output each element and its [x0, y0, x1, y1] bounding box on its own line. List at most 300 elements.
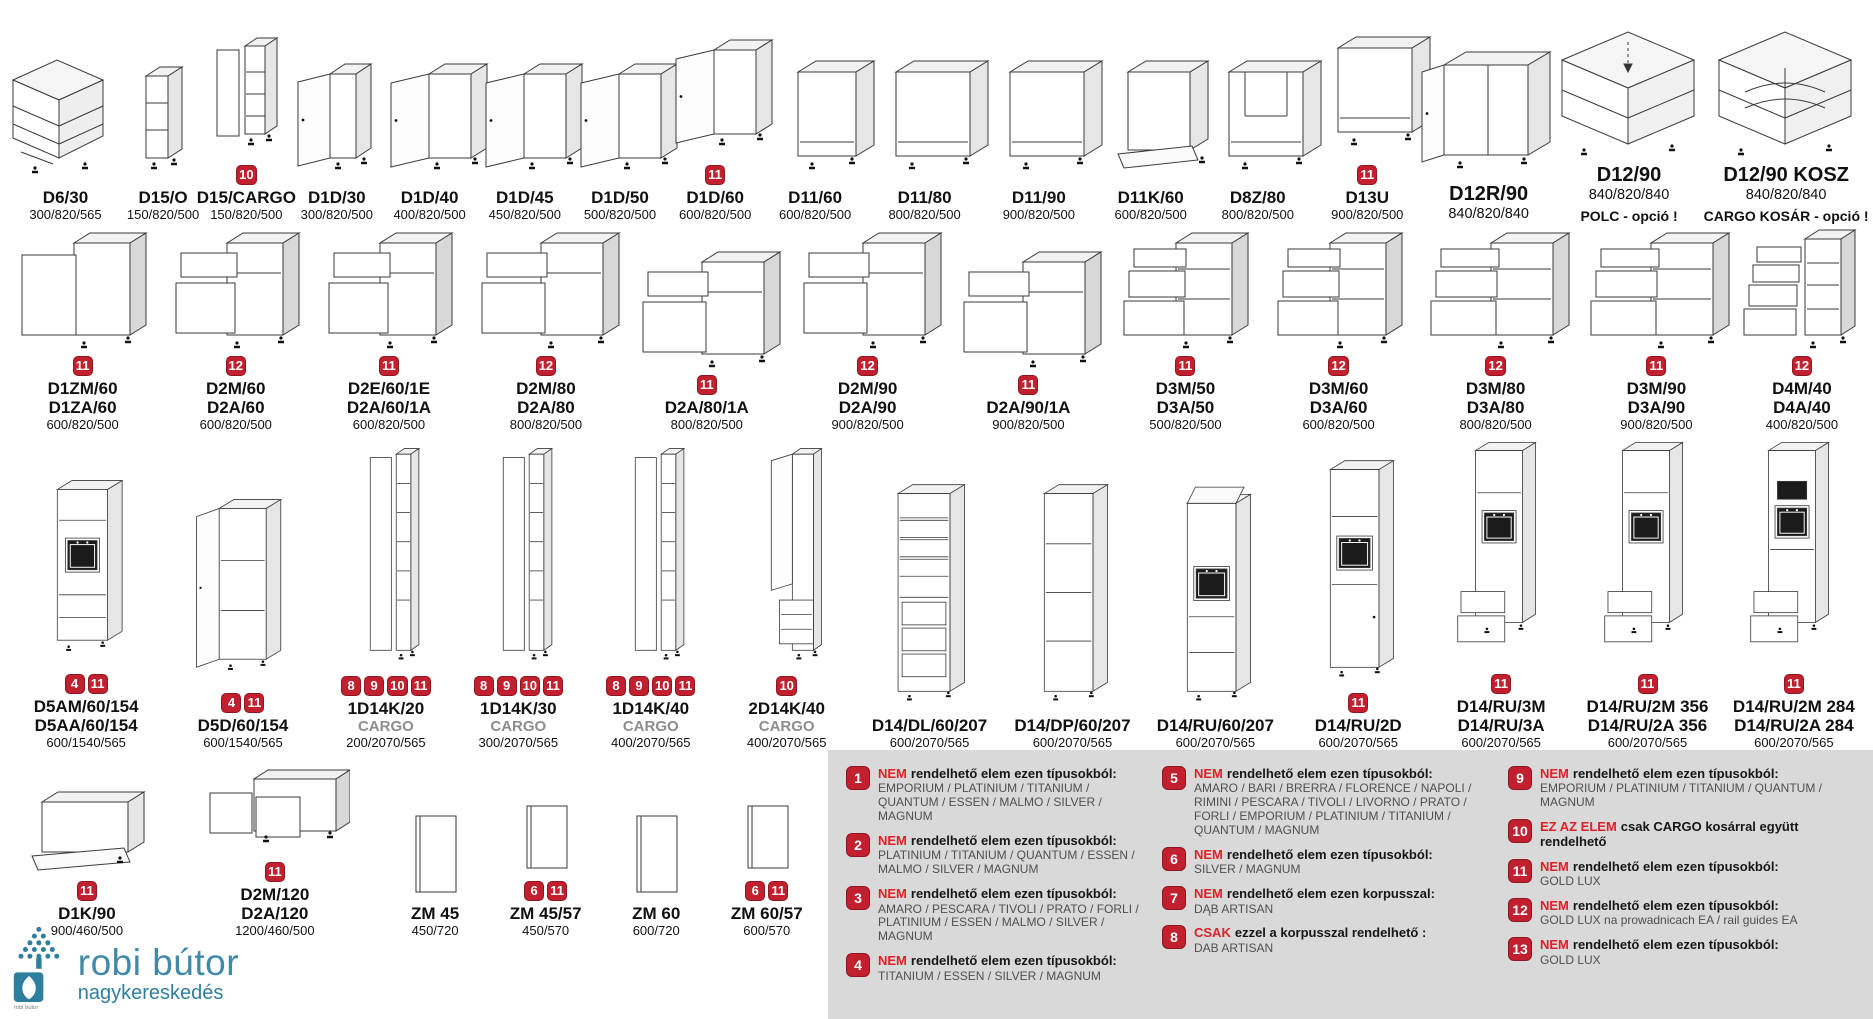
note-badges: [1357, 165, 1377, 185]
note-badges: [745, 881, 788, 901]
dimensions-label: 800/820/500: [1221, 207, 1294, 223]
legend-body: TITANIUM / ESSEN / SILVER / MAGNUM: [878, 968, 1101, 983]
legend-title-rest: rendelhető elem ezen típusokból:: [910, 766, 1117, 781]
model-label: D14/RU/2A 356: [1587, 715, 1708, 735]
product-label: [584, 188, 656, 224]
cabinet-drawing: [1741, 436, 1846, 671]
note-badges: [65, 674, 108, 694]
model-label: D2M/80: [516, 378, 576, 398]
model-sublabel: CARGO: [622, 717, 679, 735]
note-number-badge: 11: [1646, 356, 1666, 376]
legend-body: AMARO / PESCARA / TIVOLI / PRATO / FORLI / PLATINIUM / ESSEN / MALMO / SILVER / MAGNUM: [878, 901, 1139, 944]
model-label: D3M/80: [1465, 378, 1526, 398]
product-label: [747, 699, 827, 752]
legend-text: [1194, 886, 1435, 916]
product-label: [1766, 379, 1838, 434]
legend-item: [1508, 859, 1863, 889]
note-number-badge: 6: [745, 881, 765, 901]
model-label: D2E/60/1E: [347, 378, 431, 398]
dimensions-label: 600/2070/565: [1318, 735, 1398, 751]
cabinet-drawing: [314, 221, 464, 353]
legend-title-rest: rendelhető elem ezen típusokból:: [1572, 858, 1779, 874]
cabinet-drawing: [8, 221, 158, 353]
product-item: [320, 438, 452, 752]
model-label: D15/O: [138, 187, 188, 207]
note-badges: [857, 356, 877, 376]
model-label: D2A/90/1A: [986, 397, 1071, 417]
legend-number-badge: 4: [846, 953, 870, 977]
dimensions-label: 450/820/500: [488, 207, 561, 223]
dimensions-label: 500/820/500: [583, 207, 657, 223]
legend-text: [878, 886, 1146, 944]
note-badges: [474, 676, 563, 696]
product-label: [346, 699, 426, 752]
note-number-badge: 11: [1784, 674, 1804, 694]
product-label: [1003, 188, 1075, 224]
legend-text: [1194, 766, 1492, 838]
model-label: D14/RU/2A 284: [1734, 715, 1854, 735]
product-label: [127, 188, 199, 224]
legend-number-badge: 7: [1162, 886, 1186, 910]
note-number-badge: 8: [606, 676, 626, 696]
note-badges: [265, 862, 285, 882]
product-item: [856, 479, 1002, 752]
legend-title-rest: rendelhető elem ezen típusokból:: [910, 833, 1117, 849]
model-label: D4A/40: [1773, 397, 1831, 417]
legend-text: [1540, 859, 1779, 889]
legend-title-rest: rendelhető elem ezen típusokból:: [910, 953, 1117, 969]
note-number-badge: 11: [1638, 674, 1658, 694]
note-number-badge: 6: [524, 881, 544, 901]
legend-item: [846, 953, 1146, 983]
legend-item: [1162, 766, 1492, 838]
cabinet-drawing: [1020, 479, 1125, 714]
legend-title-rest: rendelhető elem ezen típusokból:: [1226, 766, 1433, 781]
product-item: [159, 221, 312, 434]
legend-number-badge: 3: [846, 886, 870, 910]
note-number-badge: 11: [88, 674, 108, 694]
legend-number-badge: 1: [846, 766, 870, 790]
dimensions-label: 300/820/565: [29, 207, 102, 223]
note-badges: [1491, 674, 1511, 694]
dimensions-label: 900/820/500: [992, 417, 1065, 433]
product-label: [1302, 379, 1374, 434]
product-item: [1109, 221, 1262, 434]
dimensions-label: 800/820/500: [1459, 417, 1532, 433]
product-item: [4, 786, 170, 940]
note-number-badge: 11: [1357, 165, 1377, 185]
product-item: [1721, 436, 1867, 752]
note-number-badge: 10: [776, 676, 796, 696]
legend-column-1: [846, 766, 1146, 1011]
legend-title-keyword: NEM: [1540, 766, 1569, 781]
legend-title: [878, 766, 1146, 781]
note-badges: [1328, 356, 1348, 376]
model-label: D12/90 KOSZ: [1723, 163, 1849, 186]
legend-title: [1194, 847, 1433, 862]
product-label: [986, 398, 1070, 434]
model-sublabel: CARGO: [490, 717, 547, 735]
note-number-badge: 11: [1018, 375, 1038, 395]
model-label: ZM 60/57: [730, 903, 803, 923]
note-number-badge: 10: [236, 165, 256, 185]
product-item: [1574, 436, 1720, 752]
note-badges: [1792, 356, 1812, 376]
dimensions-label: 600/820/500: [1114, 207, 1187, 223]
note-number-badge: 10: [652, 676, 672, 696]
legend-body: DAB ARTISAN: [1194, 940, 1274, 955]
product-item: [166, 455, 319, 752]
model-label: D3A/90: [1627, 397, 1686, 417]
legend-text: [878, 766, 1146, 824]
dimensions-label: 900/820/500: [1620, 417, 1693, 433]
legend-text: [1540, 937, 1779, 967]
legend-title-keyword: NEM: [1540, 898, 1569, 914]
cabinet-drawing: [1306, 455, 1411, 690]
product-item: [1705, 12, 1867, 224]
product-item: [717, 438, 856, 752]
cabinet-drawing: [734, 438, 839, 673]
cabinet-drawing: [1421, 221, 1571, 353]
model-label: D5AA/60/154: [34, 715, 138, 735]
note-number-badge: 12: [536, 356, 556, 376]
product-label: [198, 716, 289, 752]
product-item: [1737, 221, 1867, 434]
legend-title-rest: ezzel a korpusszal rendelhető :: [1234, 925, 1427, 941]
legend-title: [1540, 766, 1840, 781]
note-number-badge: 12: [1328, 356, 1348, 376]
dimensions-label: 200/2070/565: [346, 735, 426, 751]
legend-title: [878, 833, 1146, 848]
product-item: [948, 240, 1109, 434]
note-number-badge: 9: [364, 676, 384, 696]
cabinet-drawing: [860, 36, 990, 186]
dimensions-label: 500/820/500: [1149, 417, 1222, 433]
cabinet-drawing: [1414, 31, 1564, 181]
cabinet-drawing: [974, 36, 1104, 186]
cabinet-drawing: [953, 240, 1103, 372]
cabinet-drawing: [793, 221, 943, 353]
product-label: [679, 188, 751, 224]
model-label: D2M/90: [837, 378, 898, 398]
product-item: [982, 36, 1096, 224]
model-label: D14/RU/2D: [1314, 715, 1402, 735]
cabinet-drawing: [598, 438, 703, 673]
model-label: D14/DP/60/207: [1014, 715, 1131, 735]
dimensions-label: 600/820/500: [46, 417, 119, 433]
legend-body: DĄB ARTISAN: [1194, 901, 1274, 916]
legend-item: [846, 833, 1146, 877]
product-label: [1733, 697, 1855, 752]
model-label: D6/30: [42, 187, 89, 207]
legend-item: [1508, 937, 1863, 967]
logo-subtitle: nagykereskedés: [77, 982, 224, 1004]
product-row-base-cabinets: [6, 0, 1867, 224]
note-number-badge: 12: [226, 356, 246, 376]
cabinet-drawing: [877, 479, 982, 714]
legend-number-badge: 11: [1508, 859, 1532, 883]
cabinet-drawing: [1264, 221, 1414, 353]
legend-title-keyword: NEM: [1540, 937, 1569, 953]
note-badges: [1018, 375, 1038, 395]
product-item: [1096, 36, 1205, 224]
note-number-badge: 11: [543, 676, 563, 696]
dimensions-label: 840/820/840: [1448, 206, 1529, 223]
dimensions-label: 600/820/500: [778, 207, 852, 223]
note-badges: [524, 881, 567, 901]
product-label: [665, 398, 749, 434]
product-label: [1315, 716, 1402, 752]
legend-body: GOLD LUX: [1540, 874, 1601, 889]
product-label: [393, 188, 465, 224]
product-label: [1149, 379, 1221, 434]
product-label: [731, 904, 803, 940]
legend-item: [1508, 898, 1863, 928]
model-label: D2A/60: [206, 397, 265, 417]
note-badges: [1175, 356, 1195, 376]
note-number-badge: 11: [1175, 356, 1195, 376]
model-label: D1ZM/60: [47, 378, 118, 398]
product-item: [763, 36, 868, 224]
bottom-left-section: [0, 754, 826, 1019]
dimensions-label: 800/820/500: [509, 417, 583, 433]
note-badges: [1348, 693, 1368, 713]
product-label: [489, 188, 561, 224]
legend-title-keyword: NEM: [1194, 766, 1223, 781]
note-badges: [705, 165, 725, 185]
model-label: D3M/60: [1308, 378, 1369, 398]
note-number-badge: 11: [675, 676, 695, 696]
cabinet-drawing: [471, 221, 621, 353]
model-label: ZM 45/57: [509, 903, 582, 923]
legend-title-keyword: NEM: [1540, 858, 1569, 874]
option-note: POLC - opció !: [1580, 208, 1678, 224]
model-label: D14/RU/60/207: [1156, 715, 1274, 735]
product-label: [197, 188, 296, 224]
product-label: [34, 697, 139, 752]
note-number-badge: 11: [265, 862, 285, 882]
note-number-badge: 8: [474, 676, 494, 696]
product-label: [872, 716, 987, 752]
product-label: [200, 379, 272, 434]
product-row-tall-cabinets: [6, 438, 1867, 752]
legend-title-rest: rendelhető elem ezen típusokból:: [1226, 846, 1433, 862]
legend-text: [1194, 925, 1426, 955]
dimensions-label: 900/460/500: [50, 923, 124, 939]
note-badges: [1638, 674, 1658, 694]
model-label: D2A/80/1A: [664, 397, 749, 417]
legend-body: EMPORIUM / PLATINIUM / TITANIUM / QUANTUM / MAGNUM: [1540, 781, 1823, 810]
note-badges: [236, 165, 256, 185]
legend-title: [1540, 898, 1797, 913]
note-number-badge: 11: [1491, 674, 1511, 694]
note-badges: [73, 356, 93, 376]
dimensions-label: 600/2070/565: [1461, 735, 1541, 751]
cabinet-drawing: [190, 455, 295, 690]
legend-number-badge: 9: [1508, 766, 1532, 790]
model-label: D1D/30: [307, 187, 366, 207]
note-number-badge: 10: [387, 676, 407, 696]
dimensions-label: 600/1540/565: [203, 735, 283, 751]
note-badges: [1784, 674, 1804, 694]
note-number-badge: 11: [705, 165, 725, 185]
legend-panel: [828, 750, 1873, 1019]
legend-title-keyword: NEM: [878, 953, 907, 969]
product-item: [711, 786, 822, 940]
note-badges: [341, 676, 430, 696]
dimensions-label: 300/820/500: [300, 207, 373, 223]
note-number-badge: 9: [629, 676, 649, 696]
product-item: [466, 221, 627, 434]
product-item: [1428, 436, 1574, 752]
product-label: [1457, 697, 1546, 752]
model-label: D1D/40: [400, 187, 459, 207]
model-label: D2A/60/1A: [346, 397, 431, 417]
legend-title: [1540, 819, 1863, 850]
dimensions-label: 1200/460/500: [235, 923, 315, 939]
model-label: D12/90: [1596, 163, 1662, 186]
note-number-badge: 11: [73, 356, 93, 376]
model-label: D11K/60: [1117, 187, 1184, 207]
model-sublabel: CARGO: [357, 717, 414, 735]
product-label: [1014, 716, 1130, 752]
logo-tree-icon: [12, 924, 66, 1015]
cabinet-drawing: [466, 438, 571, 673]
note-number-badge: 12: [1485, 356, 1505, 376]
legend-title-rest: rendelhető elem ezen korpusszal:: [1226, 886, 1435, 902]
legend-item: [846, 886, 1146, 944]
legend-body: GOLD LUX na prowadnicach EA / rail guides EA: [1540, 913, 1798, 928]
product-item: [1424, 31, 1553, 224]
note-number-badge: 11: [768, 881, 788, 901]
legend-item: [1162, 925, 1492, 955]
cabinet-drawing: [1595, 436, 1700, 671]
legend-title-keyword: NEM: [1194, 886, 1223, 902]
product-item: [787, 221, 948, 434]
dimensions-label: 450/720: [411, 923, 459, 939]
product-label: [235, 885, 315, 940]
dimensions-label: 900/820/500: [831, 417, 904, 433]
model-label: D14/RU/3M: [1456, 696, 1546, 716]
option-note: CARGO KOSÁR - opció !: [1703, 208, 1869, 224]
cabinet-drawing: [33, 436, 138, 671]
note-badges: [77, 881, 97, 901]
legend-column-3: [1508, 766, 1863, 1011]
model-label: D3A/60: [1309, 397, 1368, 417]
model-label: 2D14K/40: [748, 698, 825, 718]
legend-body: PLATINIUM / TITANIUM / QUANTUM / ESSEN / MALMO / SILVER / MAGNUM: [878, 848, 1135, 877]
model-label: D8Z/80: [1229, 187, 1286, 207]
model-label: D1K/90: [58, 903, 116, 923]
cabinet-drawing: [1448, 436, 1553, 671]
product-label: [611, 699, 691, 752]
product-label: [479, 699, 559, 752]
note-number-badge: 11: [244, 693, 264, 713]
product-item: [668, 12, 763, 224]
product-label: [1157, 716, 1274, 752]
note-number-badge: 11: [697, 375, 717, 395]
legend-item: [1162, 886, 1492, 916]
dimensions-label: 600/2070/565: [889, 735, 970, 751]
legend-item: [1508, 819, 1863, 850]
dimensions-label: 900/820/500: [1002, 207, 1075, 223]
legend-number-badge: 10: [1508, 819, 1532, 843]
logo-text: [77, 941, 240, 1015]
cabinet-drawing: [1711, 12, 1861, 162]
legend-number-badge: 6: [1162, 847, 1186, 871]
product-label: [1704, 164, 1869, 224]
legend-number-badge: 5: [1162, 766, 1186, 790]
product-item: [6, 436, 166, 752]
product-item: [6, 221, 159, 434]
note-number-badge: 4: [221, 693, 241, 713]
cabinet-drawing: [333, 438, 438, 673]
model-label: D1ZA/60: [48, 397, 117, 417]
product-label: [1115, 188, 1187, 224]
note-number-badge: 12: [1792, 356, 1812, 376]
note-number-badge: 11: [1348, 693, 1368, 713]
legend-title-keyword: NEM: [1194, 846, 1223, 862]
note-badges: [697, 375, 717, 395]
product-label: [301, 188, 373, 224]
dimensions-label: 600/820/500: [1302, 417, 1375, 433]
cabinet-drawing: [1554, 12, 1704, 162]
legend-title: [1540, 937, 1779, 952]
product-label: [1620, 379, 1692, 434]
legend-title: [878, 953, 1117, 968]
note-number-badge: 11: [77, 881, 97, 901]
legend-body: GOLD LUX: [1540, 952, 1601, 967]
note-badges: [1485, 356, 1505, 376]
product-item: [1415, 221, 1576, 434]
legend-title-keyword: EZ AZ ELEM: [1540, 819, 1617, 835]
note-badges: [226, 356, 246, 376]
model-label: D1D/45: [495, 187, 554, 207]
note-number-badge: 9: [497, 676, 517, 696]
dimensions-label: 600/2070/565: [1607, 735, 1688, 751]
model-label: D11/80: [897, 187, 952, 207]
product-row-drawer-cabinets: [6, 230, 1867, 434]
note-number-badge: 11: [411, 676, 431, 696]
legend-body: EMPORIUM / PLATINIUM / TITANIUM / QUANTUM / ESSEN / MALMO / SILVER / MAGNUM: [878, 781, 1102, 824]
legend-title-rest: rendelhető elem ezen típusokból:: [1572, 766, 1779, 781]
model-label: D4M/40: [1772, 378, 1832, 398]
model-label: D3M/50: [1155, 378, 1216, 398]
model-label: D3A/50: [1156, 397, 1215, 417]
logo-title: robi bútor: [77, 941, 240, 983]
product-label: [510, 379, 582, 434]
model-label: D1D/60: [686, 187, 744, 207]
dimensions-label: 600/720: [632, 923, 680, 939]
product-label: [46, 379, 118, 434]
dimensions-label: 600/2070/565: [1754, 735, 1834, 751]
legend-title-rest: rendelhető elem ezen típusokból:: [1572, 898, 1779, 914]
product-item: [452, 438, 584, 752]
legend-title-rest: csak CARGO kosárral együtt rendelhető: [1540, 819, 1799, 850]
dimensions-label: 150/820/500: [126, 207, 200, 223]
legend-item: [1162, 847, 1492, 877]
dimensions-label: 600/820/500: [352, 417, 426, 433]
legend-column-2: [1162, 766, 1492, 1011]
product-label: [1222, 188, 1294, 224]
product-label: [347, 379, 431, 434]
dimensions-label: 840/820/840: [1588, 187, 1670, 204]
dimensions-label: 840/820/840: [1745, 187, 1827, 204]
legend-item: [846, 766, 1146, 824]
dimensions-label: 400/2070/565: [746, 735, 827, 751]
model-label: D14/RU/2M 356: [1586, 696, 1709, 716]
note-number-badge: 11: [547, 881, 567, 901]
